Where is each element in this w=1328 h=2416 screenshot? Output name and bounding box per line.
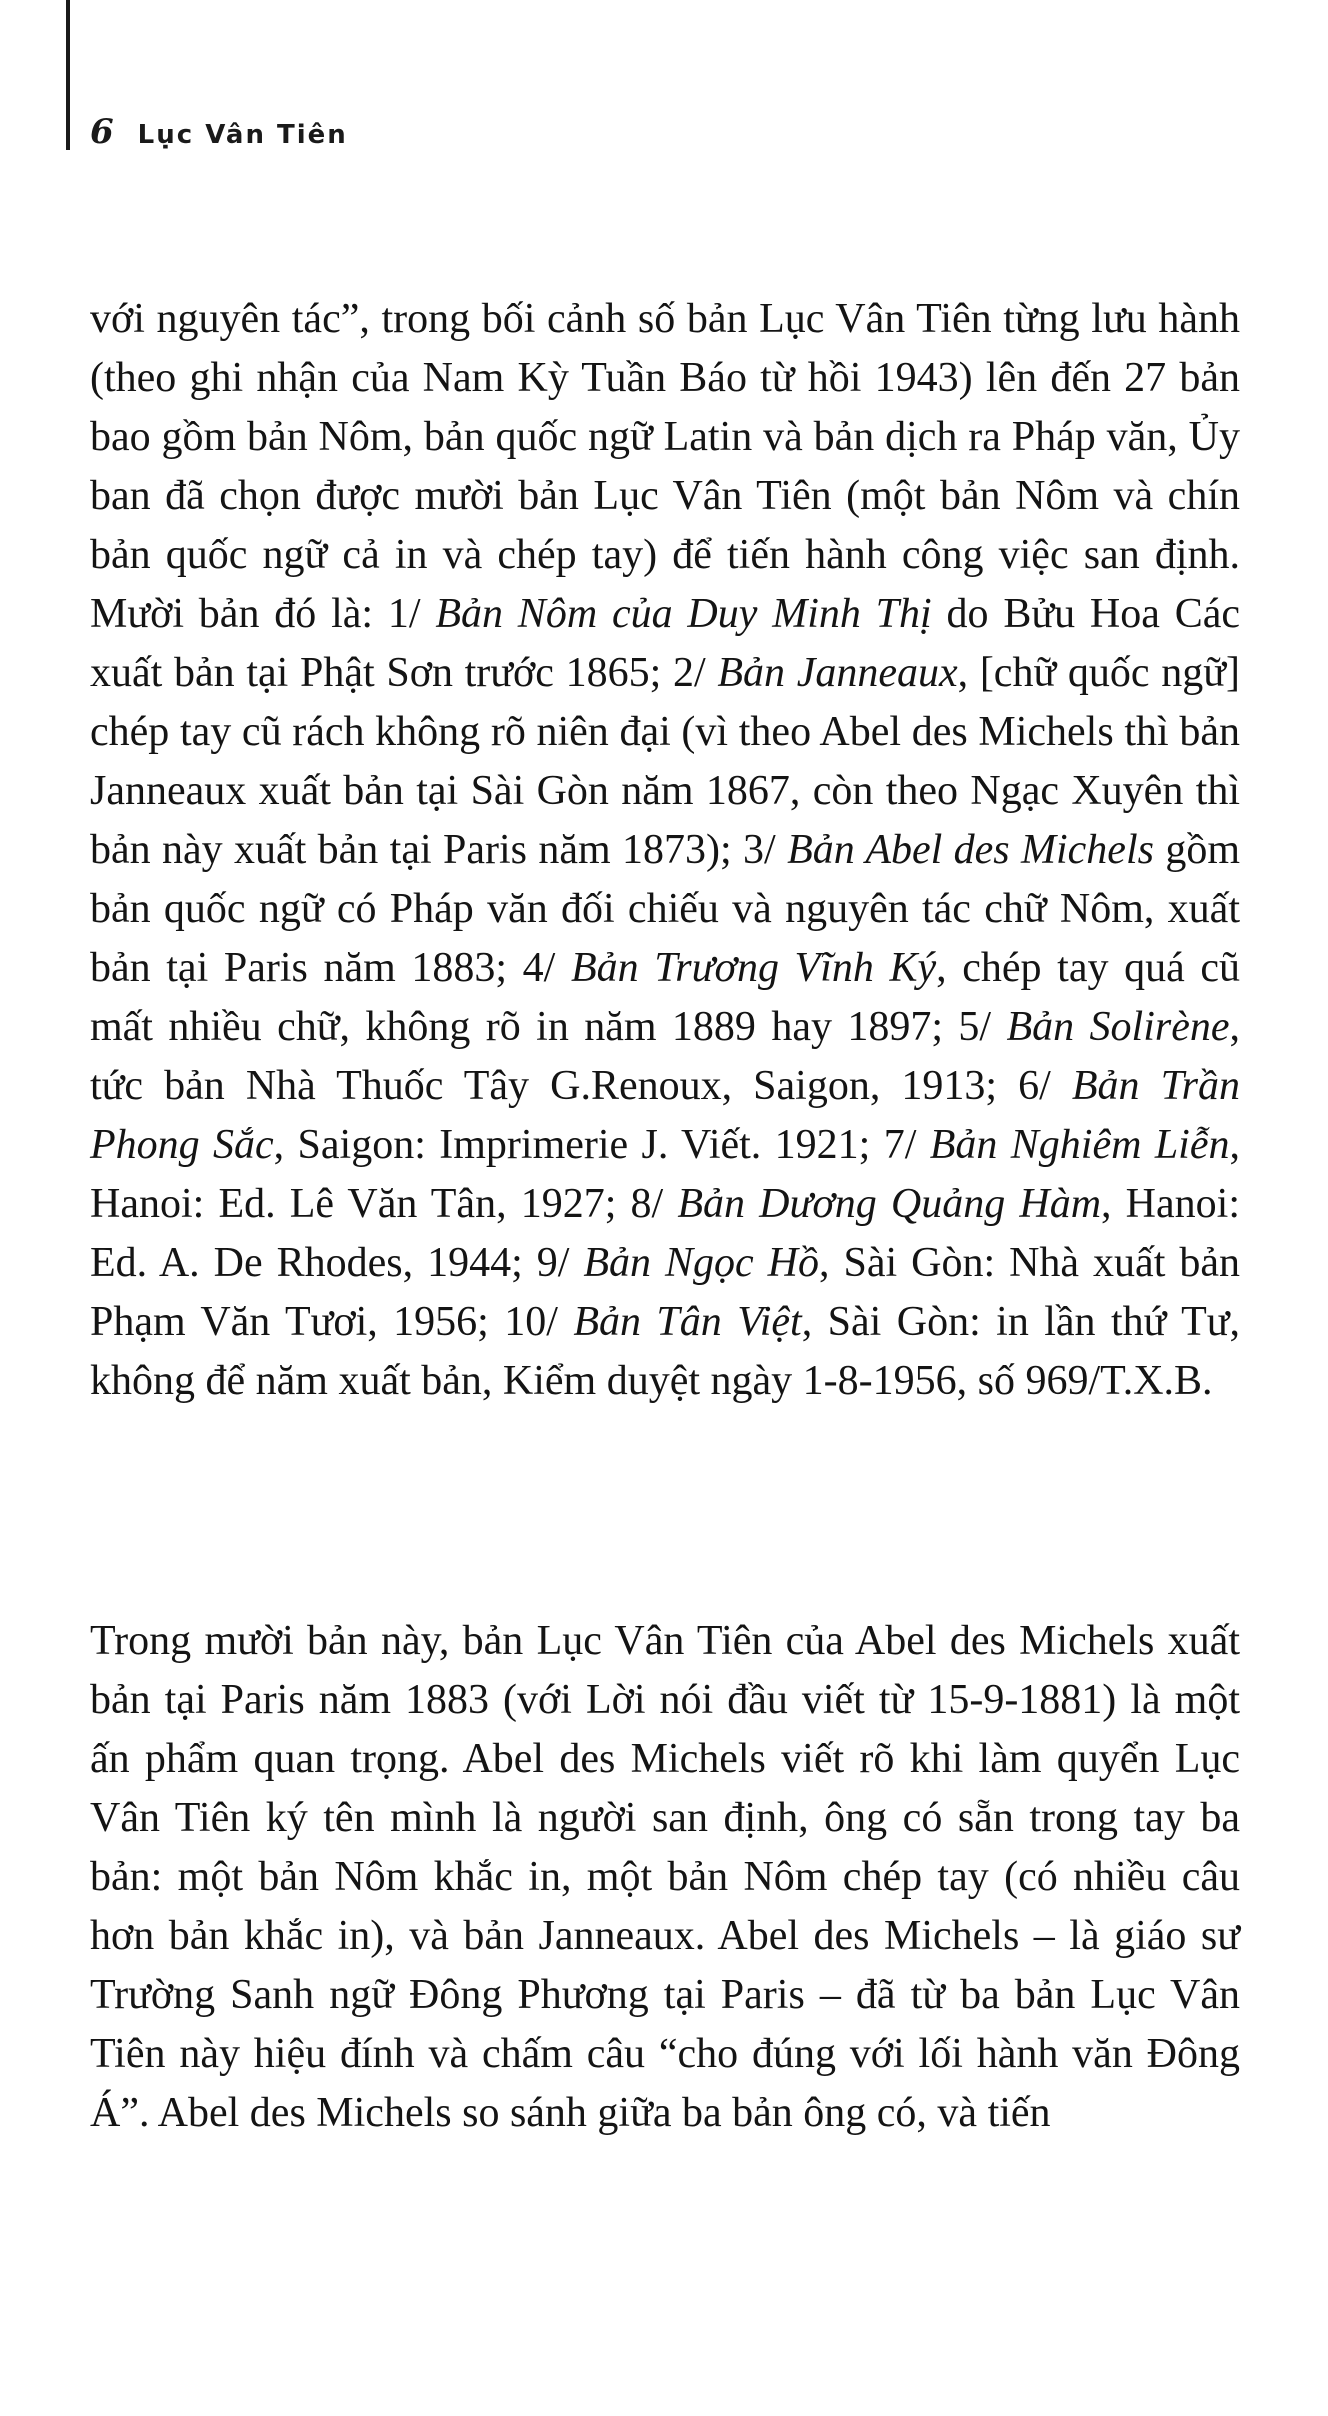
edition-title-duong-quang-ham: Bản Dương Quảng Hàm (677, 1181, 1102, 1227)
edition-title-janneaux: Bản Janneaux (717, 650, 958, 696)
edition-title-ngoc-ho: Bản Ngọc Hồ (583, 1240, 819, 1286)
text-run: , Hanoi: Ed. Lê Văn Tân, 1927; 8/ (90, 1122, 1240, 1227)
edition-title-truong-vinh-ky: Bản Trương Vĩnh Ký (570, 945, 937, 991)
running-header (90, 112, 348, 152)
paragraph-abel-des-michels (90, 1612, 1240, 2143)
text-run: , Sài Gòn: Nhà xuất bản Phạm Văn Tươi, 1956; 10/ (90, 1240, 1240, 1345)
edition-title-duy-minh-thi: Bản Nôm của Duy Minh Thị (435, 591, 932, 637)
text-run: , tức bản Nhà Thuốc Tây G.Renoux, Saigon, 1913; 6/ (90, 1004, 1240, 1109)
margin-rule (66, 0, 70, 150)
text-run: , Saigon: Imprimerie J. Viết. 1921; 7/ (273, 1122, 930, 1168)
edition-title-nghiem-lien: Bản Nghiêm Liễn (929, 1122, 1230, 1168)
edition-title-abel-des-michels: Bản Abel des Michels (787, 827, 1154, 873)
text-run: với nguyên tác”, trong bối cảnh số bản Lục Vân Tiên từng lưu hành (theo ghi nhận của Nam Kỳ Tuần Báo từ hồi 1943) lên đến 27 bản bao gồm bản Nôm, bản quốc ngữ Latin và bản dịch ra Pháp văn, Ủy ban đã chọn được mười bản Lục Vân Tiên (một bản Nôm và chín bản quốc ngữ cả in và chép tay) để tiến hành công việc san định. Mười bản đó là: 1/ (90, 296, 1240, 637)
text-run: gồm bản quốc ngữ có Pháp văn đối chiếu và nguyên tác chữ Nôm, xuất bản tại Paris năm 1883; 4/ (90, 827, 1240, 991)
text-run: do Bửu Hoa Các xuất bản tại Phật Sơn trước 1865; 2/ (90, 591, 1240, 696)
text-run: , chép tay quá cũ mất nhiều chữ, không rõ in năm 1889 hay 1897; 5/ (90, 945, 1240, 1050)
text-run: , Sài Gòn: in lần thứ Tư, không để năm xuất bản, Kiểm duyệt ngày 1-8-1956, số 969/T.X.B. (90, 1299, 1240, 1404)
text-run: Trong mười bản này, bản Lục Vân Tiên của Abel des Michels xuất bản tại Paris năm 1883 (với Lời nói đầu viết từ 15-9-1881) là một ấn phẩm quan trọng. Abel des Michels viết rõ khi làm quyển Lục Vân Tiên ký tên mình là người san định, ông có sẵn trong tay ba bản: một bản Nôm khắc in, một bản Nôm chép tay (có nhiều câu hơn bản khắc in), và bản Janneaux. Abel des Michels – là giáo sư Trường Sanh ngữ Đông Phương tại Paris – đã từ ba bản Lục Vân Tiên này hiệu đính và chấm câu “cho đúng với lối hành văn Đông Á”. Abel des Michels so sánh giữa ba bản ông có, và tiến (90, 1618, 1240, 2136)
text-run: , [chữ quốc ngữ] chép tay cũ rách không rõ niên đại (vì theo Abel des Michels thì bản Janneaux xuất bản tại Sài Gòn năm 1867, còn theo Ngạc Xuyên thì bản này xuất bản tại Paris năm 1873); 3/ (90, 650, 1240, 873)
text-run: , Hanoi: Ed. A. De Rhodes, 1944; 9/ (90, 1181, 1240, 1286)
edition-title-tran-phong-sac: Bản Trần Phong Sắc (90, 1063, 1241, 1168)
edition-title-solirene: Bản Solirène (1006, 1004, 1230, 1050)
edition-title-tan-viet: Bản Tân Việt (573, 1299, 802, 1345)
running-title: Lục Vân Tiên (137, 120, 348, 150)
page-number: 6 (90, 112, 116, 152)
paragraph-editions (90, 290, 1240, 1411)
